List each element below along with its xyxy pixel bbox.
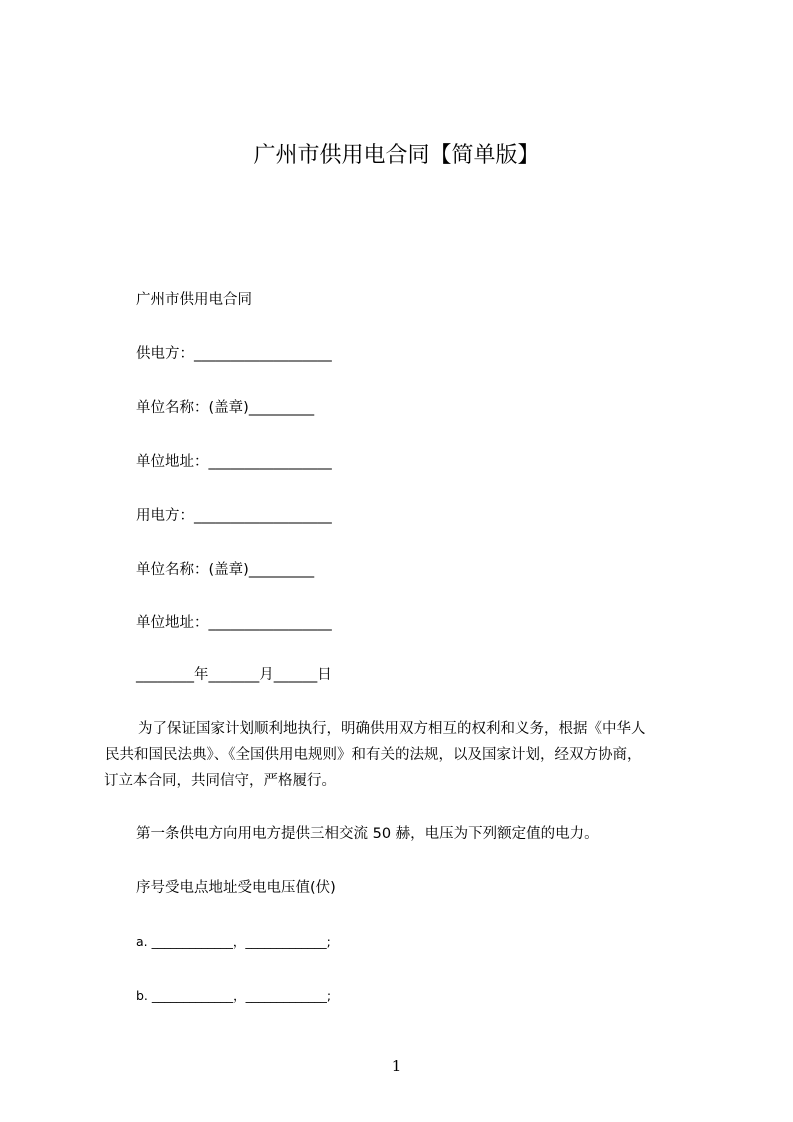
item-a: a. _____________，_____________;: [136, 934, 331, 949]
preamble-paragraph: [104, 716, 694, 794]
table-header: 序号受电点地址受电电压值(伏): [136, 880, 336, 896]
supplier-unit-name-field: 单位名称：(盖章)_________: [136, 400, 315, 416]
consumer-unit-name-field: 单位名称：(盖章)_________: [136, 562, 315, 578]
preamble-line-3: 订立本合同，共同信守，严格履行。: [104, 773, 336, 789]
date-field: ________年_______月______日: [136, 667, 332, 683]
clause-1: 第一条供电方向用电方提供三相交流 50 赫，电压为下列额定值的电力。: [136, 826, 599, 842]
consumer-field: 用电方：___________________: [136, 508, 332, 524]
item-b: b. _____________，_____________;: [136, 988, 332, 1003]
supplier-unit-address-field: 单位地址：_________________: [136, 454, 332, 470]
preamble-line-1: 为了保证国家计划顺利地执行，明确供用双方相互的权利和义务，根据《中华人: [138, 721, 646, 737]
consumer-unit-address-field: 单位地址：_________________: [136, 615, 332, 631]
page-number: 1: [391, 1057, 402, 1075]
document-title: 广州市供用电合同【简单版】: [253, 143, 540, 168]
contract-heading: 广州市供用电合同: [136, 292, 252, 308]
supplier-field: 供电方：___________________: [136, 346, 332, 362]
preamble-line-2: 民共和国民法典》、《全国供用电规则》和有关的法规，以及国家计划，经双方协商，: [105, 747, 642, 763]
